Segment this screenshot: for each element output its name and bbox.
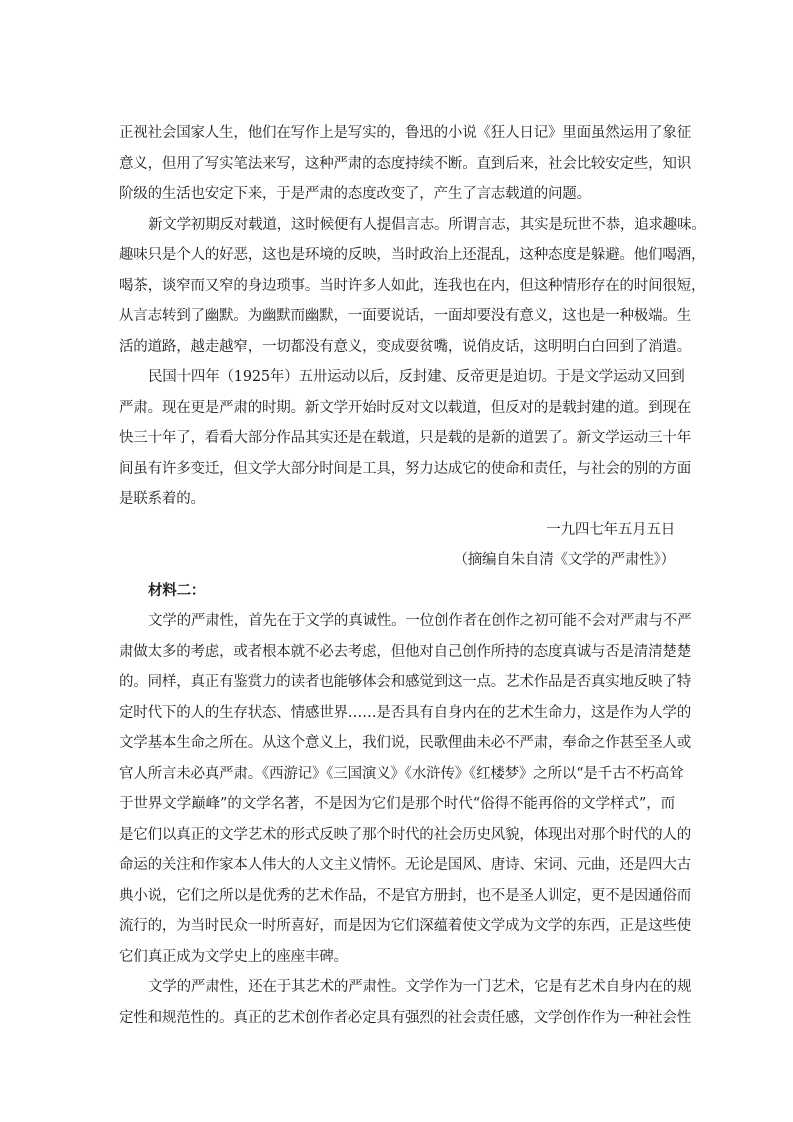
text-line: 喝茶，谈窄而又窄的身边琐事。当时许多人如此，连我也在内，但这种情形存在的时间很短， [119,277,706,294]
document-page [119,118,706,1033]
text-line: 定时代下的人的生存状态、情感世界……是否具有自身内在的艺术生命力，这是作为人学的 [119,704,691,721]
text-line: 民国十四年（1925年）五卅运动以后，反封建、反帝更是迫切。于是文学运动又回到 [148,369,685,385]
text-line: 官人所言未必真严肃。《西游记》《三国演义》《水浒传》《红楼梦》之所以“是千古不朽高耸 [119,765,684,782]
text-line: 它们真正成为文学史上的座座丰碑。 [119,948,348,965]
text-line: 间虽有许多变迁，但文学大部分时间是工具，努力达成它的使命和责任，与社会的别的方面 [119,460,691,477]
text-line: 意义，但用了写实笔法来写，这种严肃的态度持续不断。直到后来，社会比较安定些，知识 [119,155,691,172]
text-line: 文学的严肃性，还在于其艺术的严肃性。文学作为一门艺术，它是有艺术自身内在的规 [148,979,692,995]
paragraph-5 [119,972,692,1033]
date-line: 一九四七年五月五日 [546,521,675,538]
text-line: 严肃。现在更是严肃的时期。新文学开始时反对文以载道，但反对的是载封建的道。到现在 [119,399,691,416]
paragraph-1 [119,118,691,210]
text-line: 文学的严肃性，首先在于文学的真诚性。一位创作者在创作之初可能不会对严肃与不严 [148,613,692,629]
text-line: 快三十年了，看看大部分作品其实还是在载道，只是载的是新的道罢了。新文学运动三十年 [119,430,691,446]
paragraph-2 [119,210,706,363]
text-line: 典小说，它们之所以是优秀的艺术作品，不是官方册封，也不是圣人训定，更不是因通俗而 [119,887,691,904]
paragraph-4 [119,606,692,972]
text-line: 于世界文学巅峰”的文学名著，不是因为它们是那个时代“俗得不能再俗的文学样式”，而 [119,796,675,812]
text-line: 文学基本生命之所在。从这个意义上，我们说，民歌俚曲未必不严肃，奉命之作甚至圣人或 [119,735,691,751]
text-line: 定性和规范性的。真正的艺术创作者必定具有强烈的社会责任感，文学创作作为一种社会性 [119,1009,691,1026]
material-two-heading: 材料二： [148,581,206,599]
source-line: （摘编自朱自清《文学的严肃性》） [453,552,675,568]
paragraph-3 [119,362,691,515]
text-line: 命运的关注和作家本人伟大的人文主义情怀。无论是国风、唐诗、宋词、元曲，还是四大古 [119,857,691,873]
text-line: 从言志转到了幽默。为幽默而幽默，一面要说话，一面却要没有意义，这也是一种极端。生 [119,308,691,324]
text-line: 的。同样，真正有鉴赏力的读者也能够体会和感觉到这一点。艺术作品是否真实地反映了特 [119,674,691,690]
text-line: 正视社会国家人生，他们在写作上是写实的，鲁迅的小说《狂人日记》里面虽然运用了象征 [119,125,691,141]
text-line: 是联系着的。 [119,491,205,507]
text-line: 肃做太多的考虑，或者根本就不必去考虑，但他对自己创作所持的态度真诚与否是清清楚楚 [119,643,691,660]
text-line: 趣味只是个人的好恶，这也是环境的反映，当时政治上还混乱，这种态度是躲避。他们喝酒， [119,247,706,263]
text-line: 阶级的生活也安定下来，于是严肃的态度改变了，产生了言志载道的问题。 [119,186,591,202]
text-line: 流行的，为当时民众一时所喜好，而是因为它们深蕴着使文学成为文学的东西，正是这些使 [119,918,691,934]
text-line: 新文学初期反对载道，这时候便有人提倡言志。所谓言志，其实是玩世不恭，追求趣味。 [148,216,706,233]
text-line: 活的道路，越走越窄，一切都没有意义，变成耍贫嘴，说俏皮话，这明明白白回到了消遣。 [119,338,691,355]
text-line: 是它们以真正的文学艺术的形式反映了那个时代的社会历史风貌，体现出对那个时代的人的 [119,826,691,843]
